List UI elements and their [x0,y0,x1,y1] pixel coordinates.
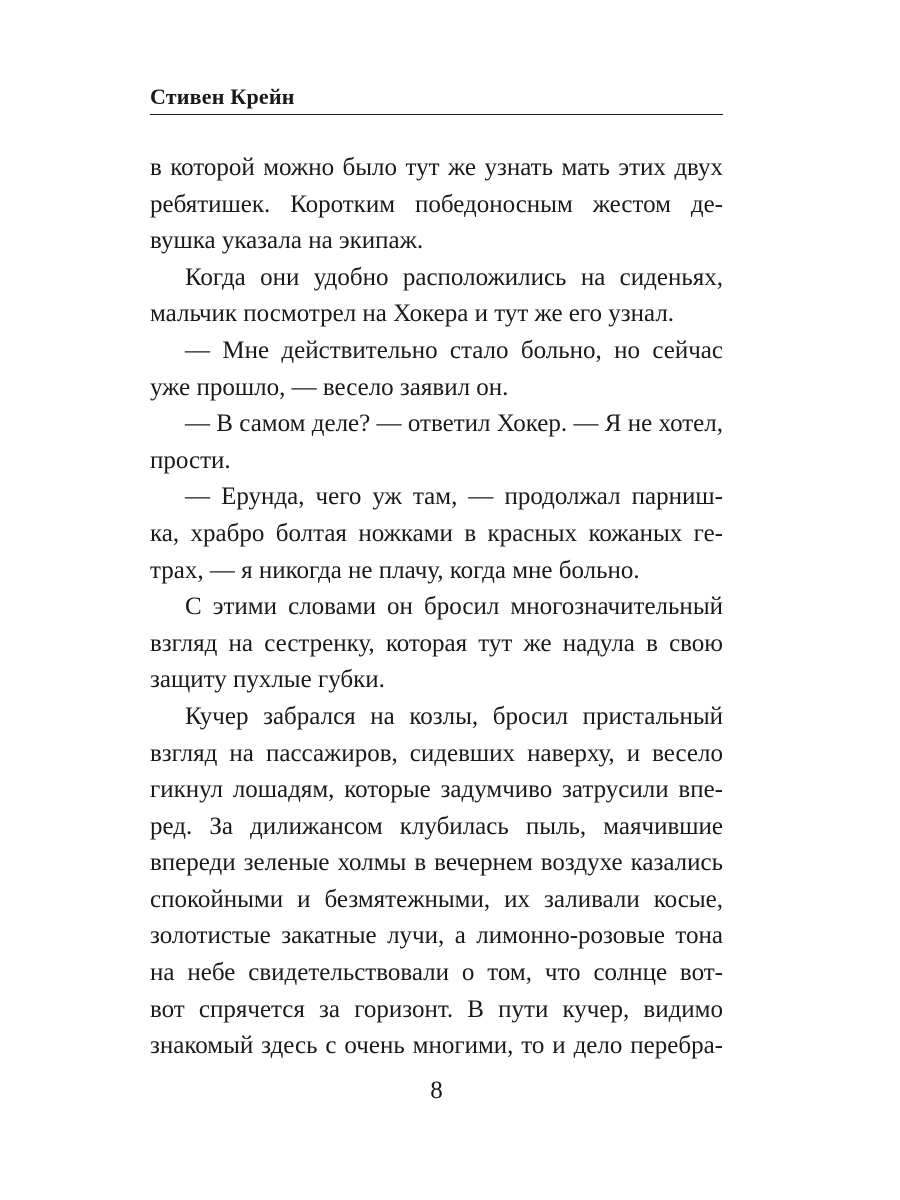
text-line: Кучер забрался на козлы, бросил пристальный [185,702,723,730]
text-line: спокойными и безмятежными, их заливали косые, [150,885,723,913]
page-number: 8 [430,1077,443,1104]
text-line: мальчик посмотрел на Хокера и тут же его узнал. [150,300,675,328]
text-line: вушка указала на экипаж. [150,227,424,255]
text-line: знакомый здесь с очень многими, то и дело перебра- [150,1032,723,1060]
text-line: Когда они удобно расположились на сиденьях, [185,263,723,291]
text-line: трах, — я никогда не плачу, когда мне больно. [150,556,640,584]
text-line: — В самом деле? — ответил Хокер. — Я не хотел, [185,410,723,438]
text-line: прости. [150,446,231,474]
text-line: взгляд на сестренку, которая тут же надула в свою [150,629,723,657]
text-line: вот спрячется за горизонт. В пути кучер, видимо [150,995,723,1023]
text-line: — Мне действительно стало больно, но сейчас [185,336,723,364]
text-line: взгляд на пассажиров, сидевших наверху, и весело [150,739,723,767]
text-line: уже прошло, — весело заявил он. [150,373,509,401]
body-text [150,150,723,1065]
text-line: гикнул лошадям, которые задумчиво затрусили впе- [150,776,723,804]
text-line: впереди зеленые холмы в вечернем воздухе казались [150,849,723,877]
text-line: золотистые закатные лучи, а лимонно-розовые тона [150,922,723,950]
text-line: ребятишек. Коротким победоносным жестом де- [150,190,723,218]
text-line: ред. За дилижансом клубилась пыль, маячившие [150,812,723,840]
text-line: С этими словами он бросил многозначительный [185,593,723,621]
text-line: — Ерунда, чего уж там, — продолжал парниш- [185,483,723,511]
text-line: на небе свидетельствовали о том, что солнце вот- [150,959,723,987]
text-line: ка, храбро болтая ножками в красных кожаных ге- [150,519,723,547]
author-name: Стивен Крейн [150,84,295,109]
text-line: в которой можно было тут же узнать мать этих двух [150,154,723,181]
text-line: защиту пухлые губки. [150,666,385,694]
running-header [150,84,723,115]
